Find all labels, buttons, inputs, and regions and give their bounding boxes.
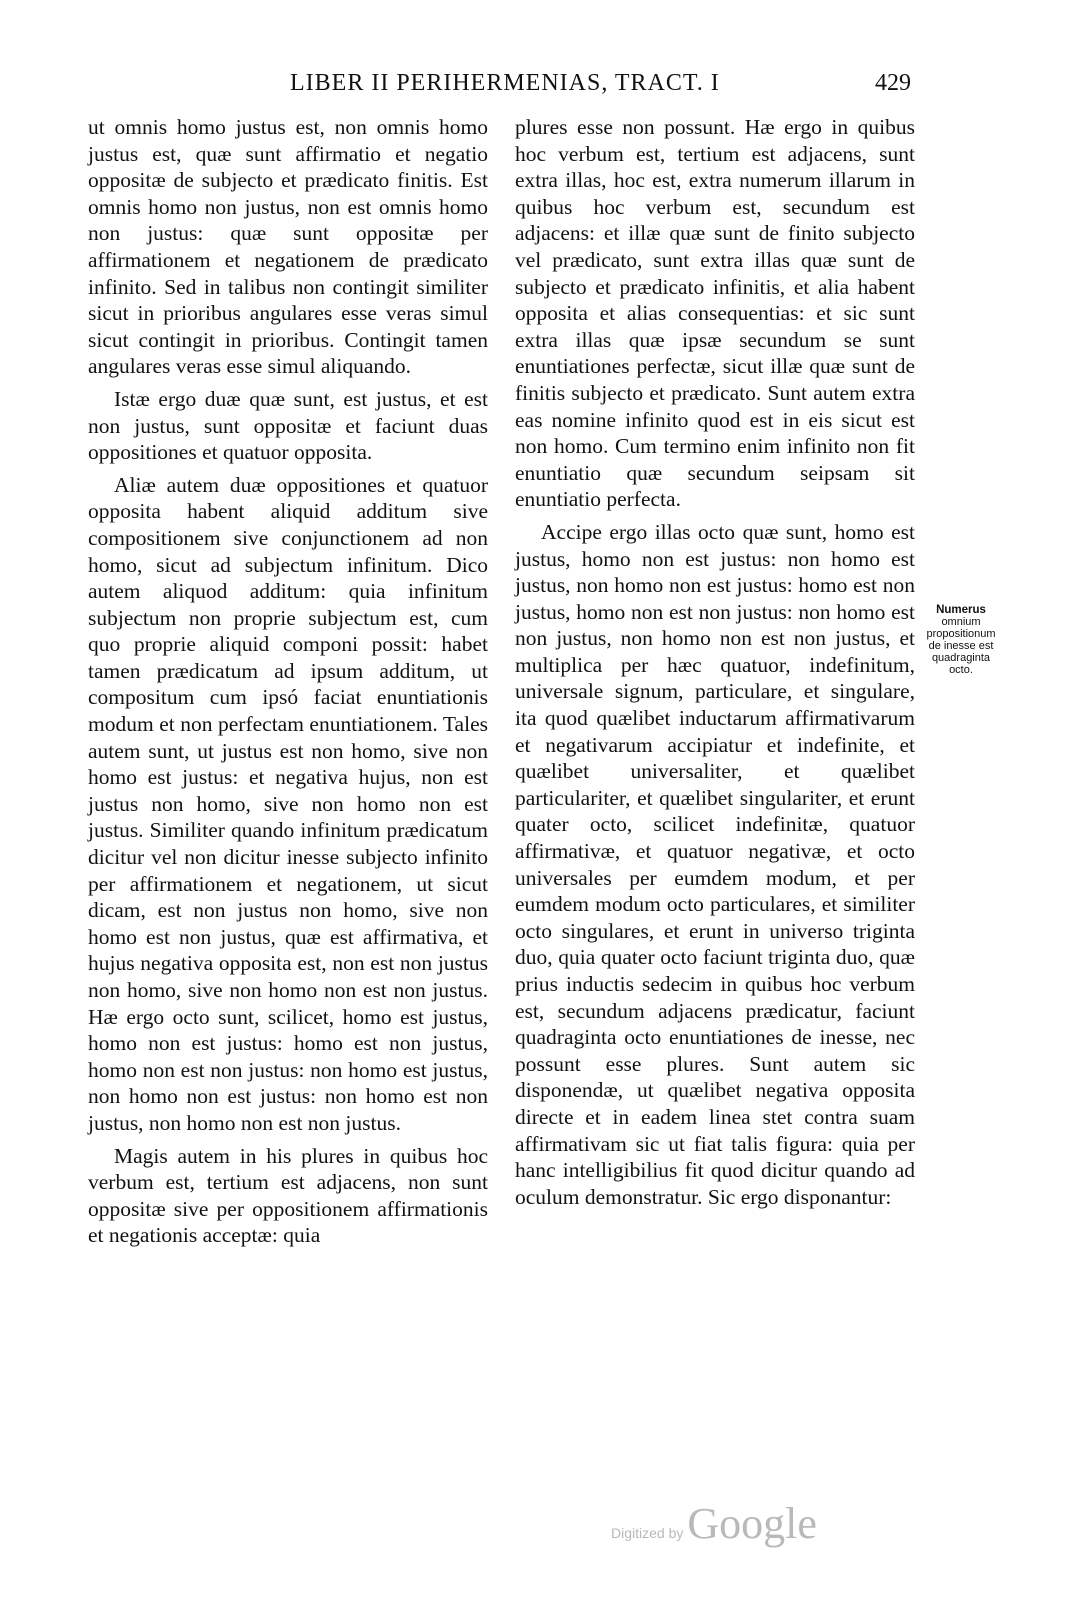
page-number: 429 bbox=[875, 70, 911, 96]
right-paragraph-1: plures esse non possunt. Hæ ergo in quibus hoc verbum est, tertium est adjacens, sunt extra illas, hoc est, extra numerum illarum in quibus hoc verbum est, secundum est adjacens: et illæ quæ sunt de finito subjecto vel prædicato, sunt extra illas quæ sunt de subjecto et prædicato infinitis, et alia habent opposita et alias consequentias: et sic sunt extra illas quæ ipsæ secundum se sunt enuntiationes perfectæ, sicut illæ quæ sunt de finitis subjecto et prædicato. Sunt autem extra eas nomine infinito quod est in eis sicut est non homo. Cum termino enim infinito non fit enuntiatio quæ secundum seipsam sit enuntiatio perfecta. bbox=[515, 115, 915, 512]
left-paragraph-4: Magis autem in his plures in quibus hoc verbum est, tertium est adjacens, non sunt oppositæ sive per oppositionem affirmationis et negationis acceptæ: quia bbox=[88, 1143, 488, 1248]
margin-note-body: omnium propositionum de inesse est quadraginta octo. bbox=[926, 616, 996, 676]
left-paragraph-2: Istæ ergo duæ quæ sunt, est justus, et est non justus, sunt oppositæ et faciunt duas oppositiones et quatuor opposita. bbox=[88, 386, 488, 465]
margin-note bbox=[925, 604, 997, 676]
digitized-watermark bbox=[611, 1498, 817, 1549]
left-paragraph-1: ut omnis homo justus est, non omnis homo justus est, quæ sunt affirmatio et negatio oppositæ de subjecto et prædicato finitis. Est omnis homo non justus, non est omnis homo non justus: quæ sunt oppositæ per affirmationem et negationem de prædicato infinito. Sed in talibus non contingit similiter sicut in prioribus angulares esse veras simul sicut contingit in prioribus. Contingit tamen angulares veras esse simul aliquando. bbox=[88, 115, 488, 379]
watermark-prefix: Digitized by bbox=[611, 1525, 684, 1541]
right-paragraph-2: Accipe ergo illas octo quæ sunt, homo est justus, homo non est justus: non homo est justus, non homo non est justus: homo est non justus, homo non est non justus: non homo est non justus, non homo non est non justus, et multiplica per hæc quatuor, indefinitum, universale signum, particulare, et singulare, ita quod quælibet inductarum affirmativarum et negativarum accipiatur et indefinite, et quælibet universaliter, et quælibet particulariter, et quælibet singulariter, et erunt quater octo, scilicet indefinitæ, quatuor affirmativæ, et quatuor negativæ, et octo universales per eumdem modum, et per eumdem modum octo particulares, et similiter octo singulares, et erunt in universo triginta duo, quia quater octo faciunt triginta duo, quæ prius inductis sedecim in quibus hoc verbum est, secundum adjacens prædicatur, faciunt quadraginta octo enuntiationes de inesse, nec possunt esse plures. Sunt autem sic disponendæ, ut quælibet negativa opposita directe et in eadem linea stet contra suam affirmativam sic ut fiat talis figura: quia per hanc intelligibilius fit quod dicitur quando ad oculum demonstratur. Sic ergo disponantur: bbox=[515, 519, 915, 1209]
left-column bbox=[88, 114, 488, 1249]
left-paragraph-3: Aliæ autem duæ oppositiones et quatuor opposita habent aliquid additum sive compositionem sive conjunctionem ad non homo, sicut ad subjectum infinitum. Dico autem aliquod additum: quia infinitum subjectum non proprie subjectum est, cum quo proprie aliquid componi possit: habet tamen prædicatum ad ipsum additum, ut compositum cum ipsó faciat enuntiationis modum et non perfectam enuntiationem. Tales autem sunt, ut justus est non homo, sive non homo est justus: et negativa hujus, non est justus non homo, sive non homo non est justus. Similiter quando infinitum prædicatum dicitur vel non dicitur inesse subjecto infinito per affirmationem et negationem, ut sicut dicam, est non justus non homo, sive non homo est non justus, quæ est affirmativa, et hujus negativa opposita est, non est non justus non homo, sive non homo non est non justus. Hæ ergo octo sunt, scilicet, homo est justus, homo non est justus: homo est non justus, homo non est non justus: non homo est justus, non homo non est justus: non homo est non justus, non homo non est non justus. bbox=[88, 472, 488, 1135]
watermark-brand-logo: Google bbox=[687, 1499, 817, 1548]
running-title: LIBER II PERIHERMENIAS, TRACT. I bbox=[290, 70, 720, 96]
right-column bbox=[515, 114, 915, 1210]
margin-note-title: Numerus bbox=[936, 604, 986, 616]
page-header bbox=[0, 66, 1067, 106]
